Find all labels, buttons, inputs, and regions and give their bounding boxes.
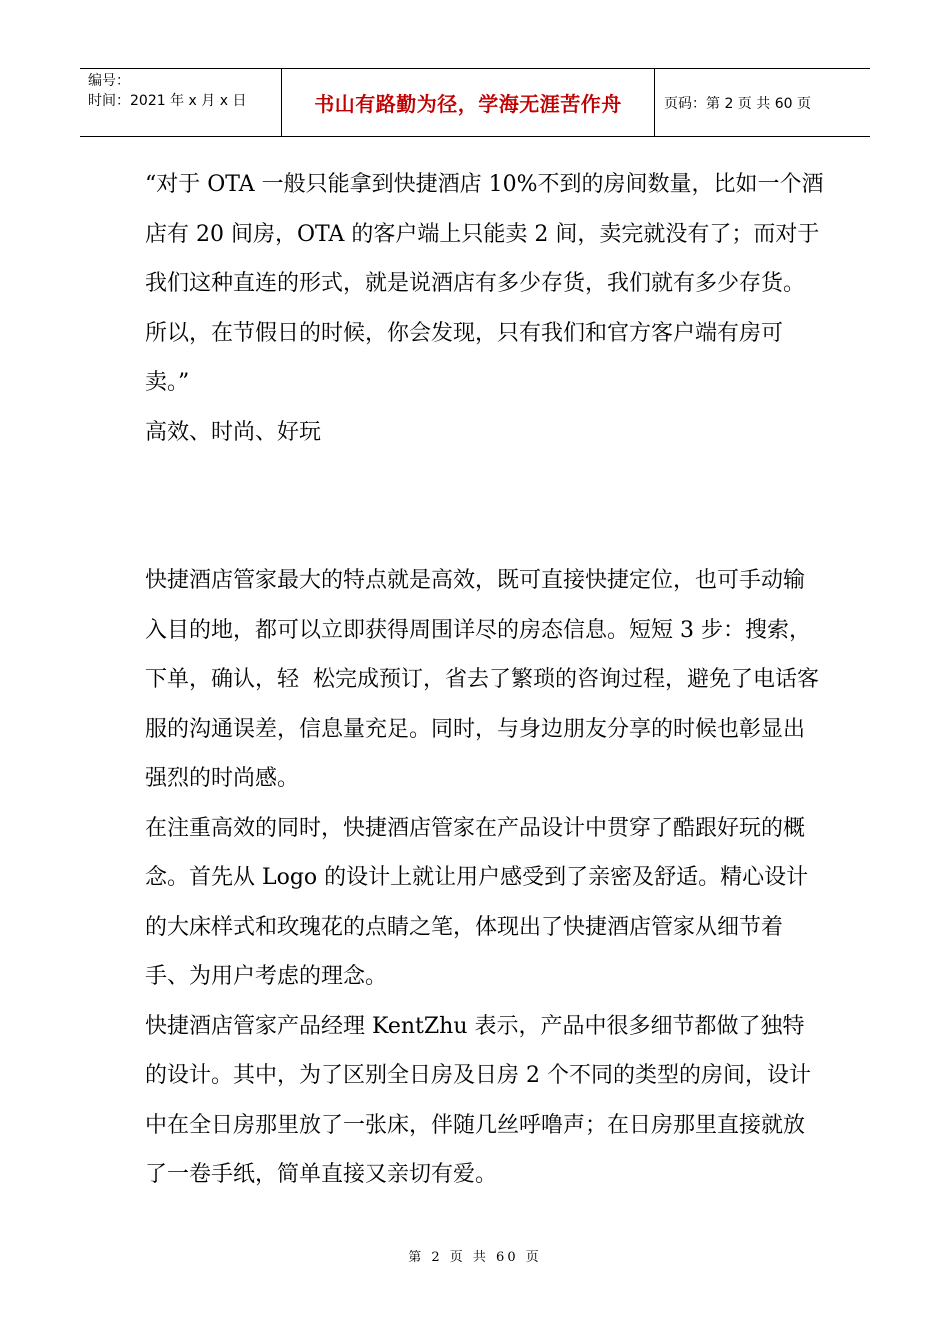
paragraph-design: 在注重高效的同时，快捷酒店管家在产品设计中贯穿了酷跟好玩的概念。首先从 Logo 的设计上就让用户感受到了亲密及舒适。精心设计的大床样式和玫瑰花的点睛之笔，体现出了快捷酒店管家从细节着手、为用户考虑的理念。 [145,815,809,989]
paragraph-efficiency: 快捷酒店管家最大的特点就是高效，既可直接快捷定位，也可手动输入目的地，都可以立即获得周围详尽的房态信息。短短 3 步：搜索，下单，确认，轻 松完成预订，省去了繁琐的咨询过程，避免了电话客服的沟通误差，信息量充足。同时，与身边朋友分享的时候也彰显出强烈的时尚感。 [145,568,819,791]
page-footer: 第 2 页 共 60 页 [408,1250,542,1265]
number-label: 编号： [88,73,130,89]
paragraph-details: 快捷酒店管家产品经理 KentZhu 表示，产品中很多细节都做了独特的设计。其中，为了区别全日房及日房 2 个不同的类型的房间，设计中在全日房那里放了一张床，伴随几丝呼噜声；在日房那里直接就放了一卷手纸，简单直接又亲切有爱。 [145,1013,811,1187]
section-heading: 高效、时尚、好玩 [145,419,322,445]
header-page-info: 页码：第 2 页 共 60 页 [664,95,811,112]
date-line: 时间：2021 年 x 月 x 日 [88,93,247,109]
header-motto: 书山有路勤为径，学海无涯苦作舟 [282,69,655,136]
page-header [80,68,870,137]
spacer [145,457,825,556]
header-meta [80,69,282,136]
document-body [145,160,825,1200]
paragraph-quote: “对于 OTA 一般只能拿到快捷酒店 10%不到的房间数量，比如一个酒店有 20 间房，OTA 的客户端上只能卖 2 间，卖完就没有了；而对于我们这种直连的形式，就是说酒店有多少存货，我们就有多少存货。所以，在节假日的时候，你会发现，只有我们和官方客户端有房可卖。” [145,172,824,395]
